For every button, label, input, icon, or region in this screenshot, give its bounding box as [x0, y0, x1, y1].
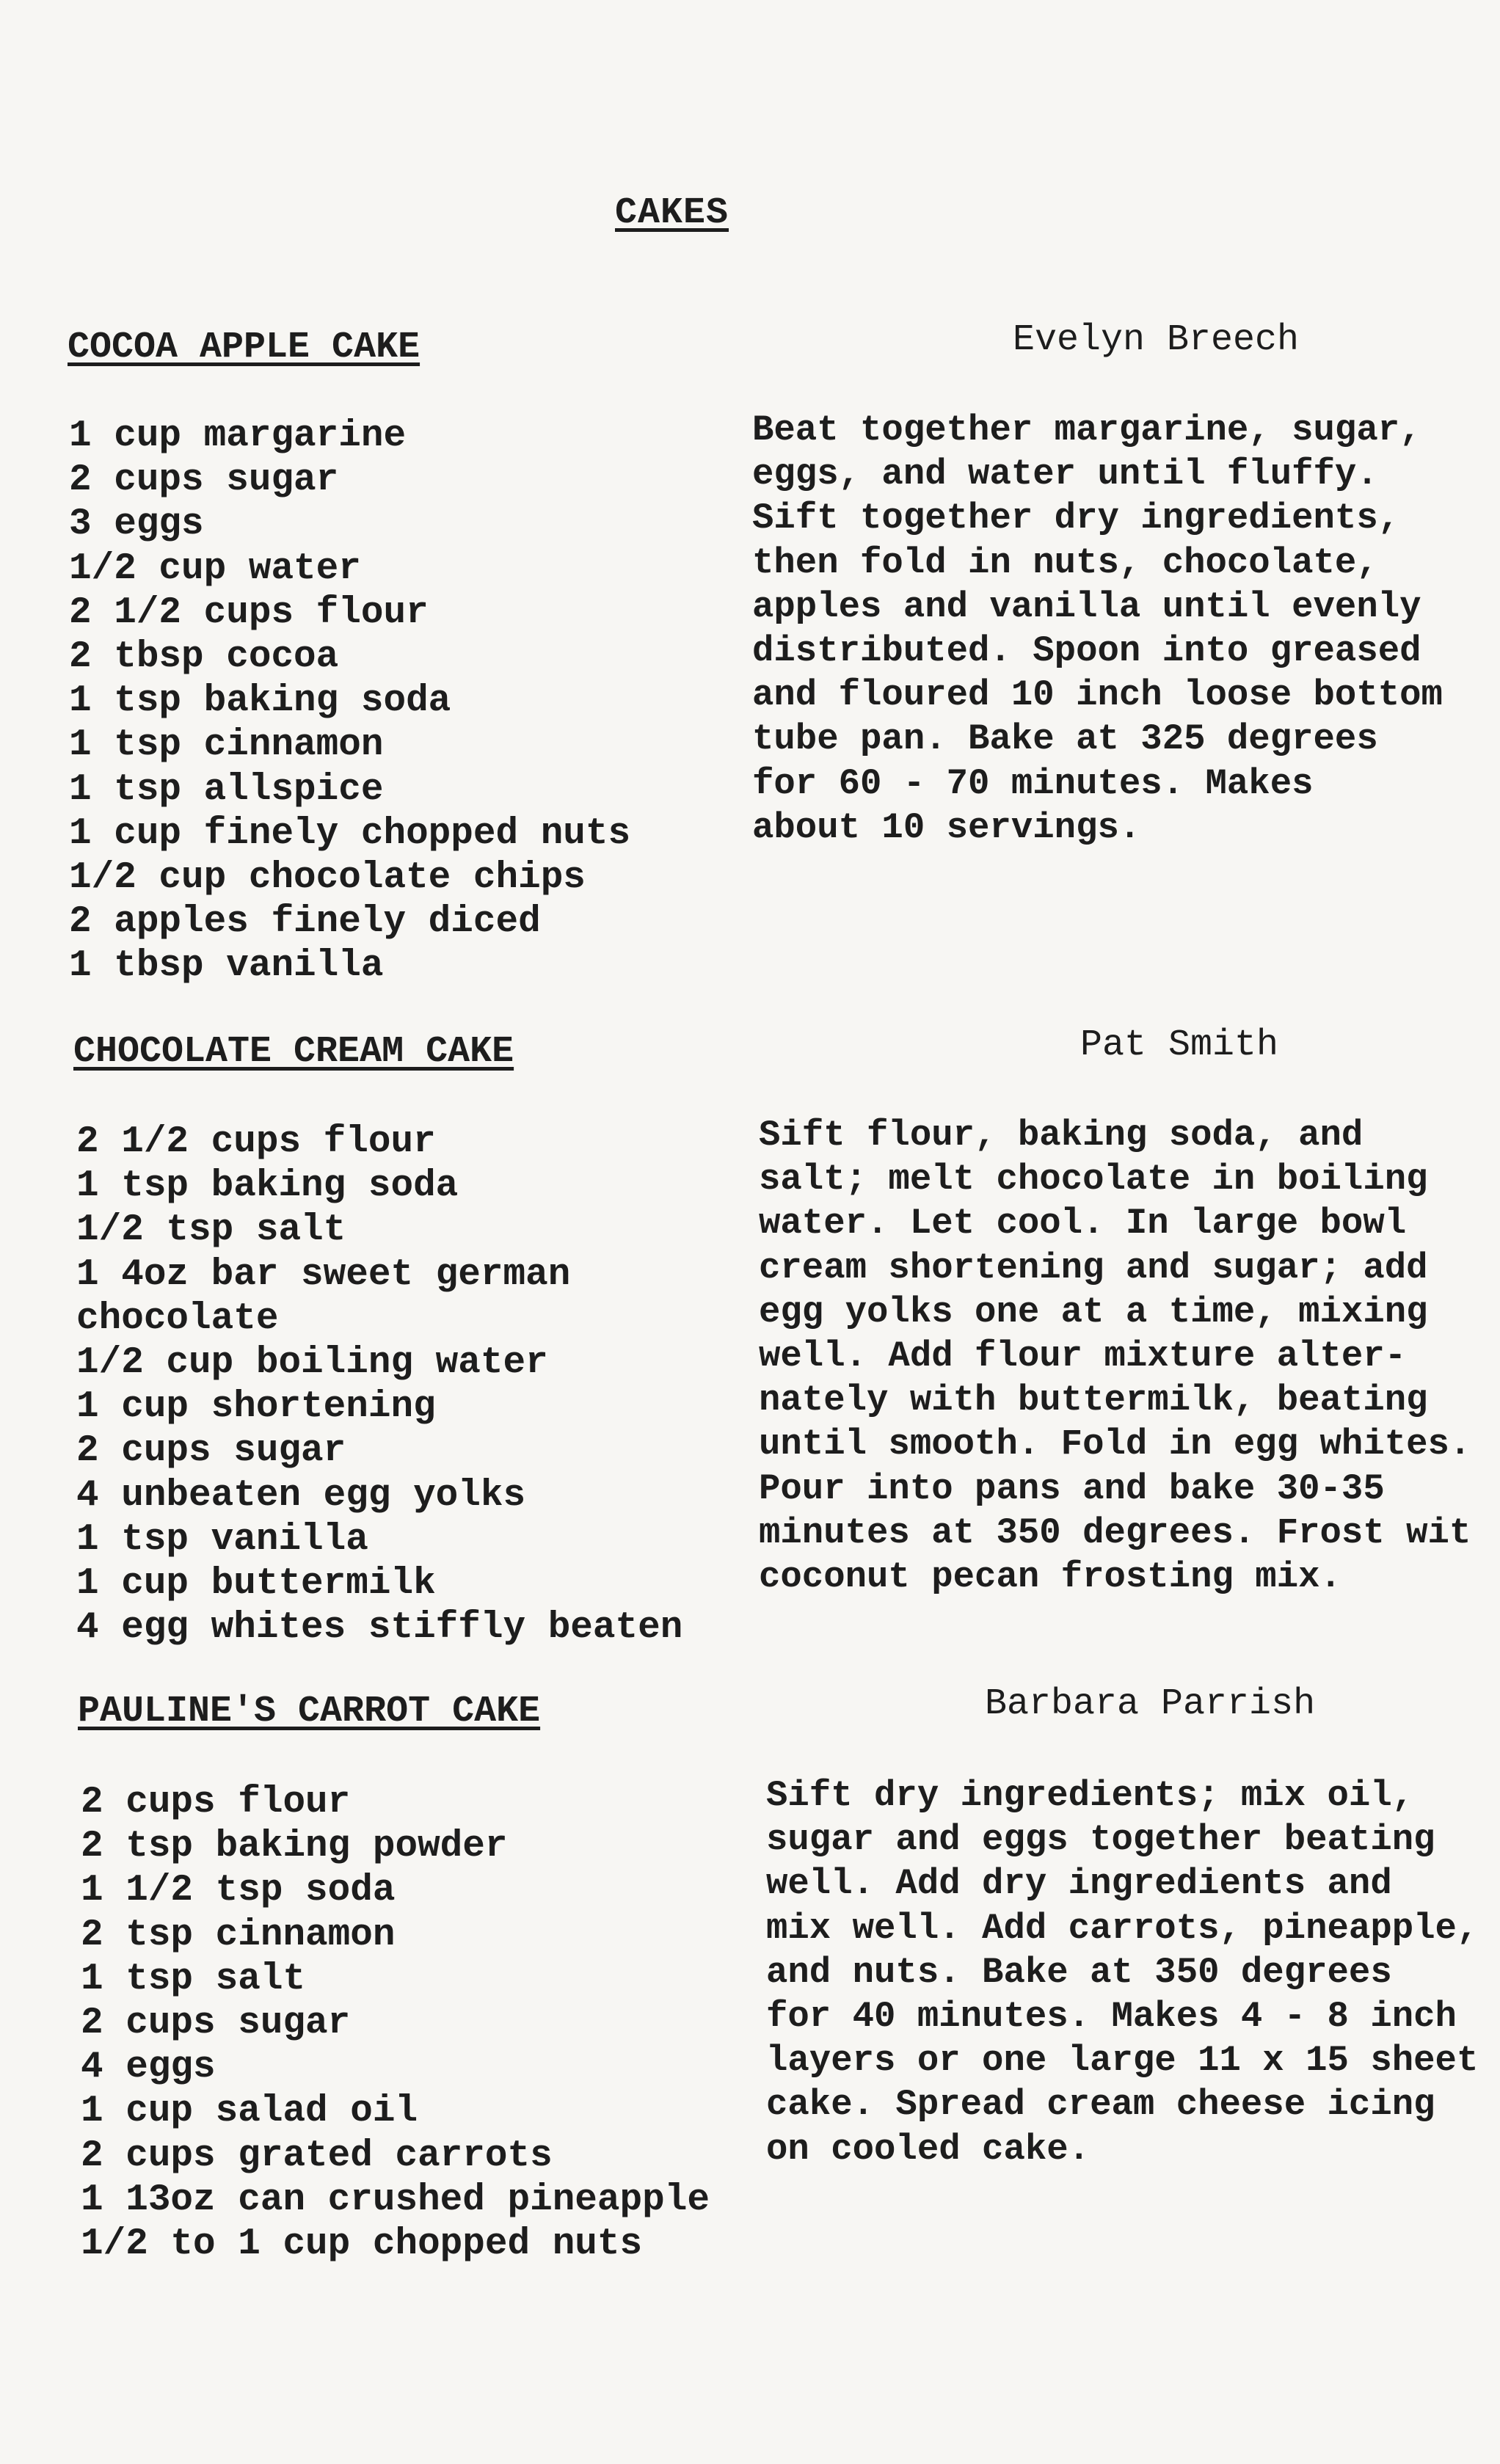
- ingredient-item: 4 egg whites stiffly beaten: [76, 1607, 683, 1650]
- directions-line: until smooth. Fold in egg whites.: [759, 1424, 1471, 1465]
- directions-line: distributed. Spoon into greased: [752, 630, 1421, 671]
- page-title: CAKES: [615, 192, 729, 234]
- ingredient-item: 2 cups flour: [81, 1782, 351, 1823]
- ingredient-list: [76, 1120, 682, 1650]
- ingredient-item: 1 tsp allspice: [69, 768, 384, 811]
- ingredient-list: [69, 415, 630, 988]
- recipe-title: COCOA APPLE CAKE: [68, 327, 420, 368]
- ingredient-item: 2 1/2 cups flour: [69, 591, 429, 634]
- ingredient-item: 2 cups sugar: [69, 459, 339, 502]
- ingredient-item: 2 cups sugar: [81, 2002, 351, 2044]
- ingredient-item: 1/2 to 1 cup chopped nuts: [81, 2223, 643, 2265]
- directions-line: cake. Spread cream cheese icing: [766, 2084, 1435, 2126]
- ingredient-item: 1 tsp baking soda: [69, 680, 451, 723]
- ingredient-item: 1/2 cup chocolate chips: [69, 856, 586, 899]
- recipe-author: Barbara Parrish: [985, 1683, 1316, 1725]
- ingredient-item: 1/2 tsp salt: [76, 1209, 346, 1252]
- ingredient-item: 1 cup buttermilk: [76, 1562, 436, 1605]
- directions-line: well. Add dry ingredients and: [766, 1863, 1392, 1905]
- directions-line: water. Let cool. In large bowl: [759, 1203, 1407, 1244]
- ingredient-item: 1/2 cup boiling water: [76, 1341, 548, 1384]
- directions-text: [752, 408, 1443, 850]
- directions-line: nately with buttermilk, beating: [759, 1379, 1428, 1421]
- directions-line: Pour into pans and bake 30-35: [759, 1468, 1385, 1509]
- ingredient-item: 1 cup finely chopped nuts: [69, 812, 631, 855]
- directions-text: [766, 1774, 1478, 2171]
- ingredient-item: chocolate: [76, 1297, 279, 1340]
- directions-line: egg yolks one at a time, mixing: [759, 1291, 1428, 1333]
- ingredient-item: 1 cup margarine: [69, 415, 407, 457]
- ingredient-item: 1 tsp salt: [81, 1958, 306, 2000]
- ingredient-item: 2 tsp baking powder: [81, 1826, 508, 1868]
- ingredient-item: 1 tsp baking soda: [76, 1165, 459, 1208]
- ingredient-item: 2 tbsp cocoa: [69, 635, 339, 678]
- ingredient-item: 4 unbeaten egg yolks: [76, 1474, 526, 1517]
- ingredient-item: 2 apples finely diced: [69, 901, 541, 944]
- ingredient-item: 1 4oz bar sweet german: [76, 1253, 571, 1296]
- ingredient-item: 2 cups grated carrots: [81, 2135, 553, 2177]
- directions-line: Sift together dry ingredients,: [752, 497, 1400, 539]
- ingredient-item: 3 eggs: [69, 503, 204, 546]
- recipe-author: Pat Smith: [1080, 1024, 1279, 1066]
- ingredient-item: 1 tsp cinnamon: [69, 724, 384, 767]
- directions-line: apples and vanilla until evenly: [752, 586, 1421, 627]
- directions-text: [759, 1113, 1471, 1599]
- ingredient-item: 1 cup shortening: [76, 1386, 436, 1429]
- directions-line: sugar and eggs together beating: [766, 1819, 1435, 1861]
- ingredient-item: 2 cups sugar: [76, 1430, 346, 1473]
- directions-line: coconut pecan frosting mix.: [759, 1556, 1341, 1597]
- recipe-title: CHOCOLATE CREAM CAKE: [73, 1031, 514, 1073]
- directions-line: and nuts. Bake at 350 degrees: [766, 1951, 1392, 1993]
- ingredient-item: 1 tbsp vanilla: [69, 945, 384, 988]
- directions-line: about 10 servings.: [752, 806, 1141, 848]
- ingredient-item: 2 1/2 cups flour: [76, 1121, 436, 1163]
- directions-line: Sift flour, baking soda, and: [759, 1115, 1364, 1156]
- directions-line: for 40 minutes. Makes 4 - 8 inch: [766, 1995, 1457, 2037]
- directions-line: then fold in nuts, chocolate,: [752, 542, 1378, 583]
- ingredient-item: 1 cup salad oil: [81, 2091, 418, 2133]
- directions-line: layers or one large 11 x 15 sheet: [766, 2040, 1479, 2082]
- ingredient-item: 1 13oz can crushed pineapple: [81, 2179, 710, 2221]
- directions-line: Sift dry ingredients; mix oil,: [766, 1775, 1414, 1816]
- ingredient-list: [81, 1781, 710, 2267]
- ingredient-item: 1/2 cup water: [69, 547, 361, 590]
- directions-line: mix well. Add carrots, pineapple,: [766, 1907, 1479, 1949]
- directions-line: salt; melt chocolate in boiling: [759, 1159, 1428, 1200]
- ingredient-item: 4 eggs: [81, 2046, 216, 2089]
- ingredient-item: 2 tsp cinnamon: [81, 1914, 396, 1956]
- ingredient-item: 1 1/2 tsp soda: [81, 1870, 396, 1912]
- directions-line: well. Add flour mixture alter-: [759, 1335, 1407, 1377]
- directions-line: and floured 10 inch loose bottom: [752, 674, 1443, 716]
- directions-line: eggs, and water until fluffy.: [752, 453, 1378, 495]
- recipe-author: Evelyn Breech: [1013, 319, 1300, 361]
- recipe-title: PAULINE'S CARROT CAKE: [78, 1691, 541, 1732]
- directions-line: for 60 - 70 minutes. Makes: [752, 762, 1314, 804]
- ingredient-item: 1 tsp vanilla: [76, 1518, 368, 1561]
- directions-line: on cooled cake.: [766, 2128, 1091, 2170]
- directions-line: Beat together margarine, sugar,: [752, 409, 1421, 451]
- directions-line: cream shortening and sugar; add: [759, 1247, 1428, 1289]
- directions-line: minutes at 350 degrees. Frost wit: [759, 1512, 1471, 1553]
- directions-line: tube pan. Bake at 325 degrees: [752, 718, 1378, 760]
